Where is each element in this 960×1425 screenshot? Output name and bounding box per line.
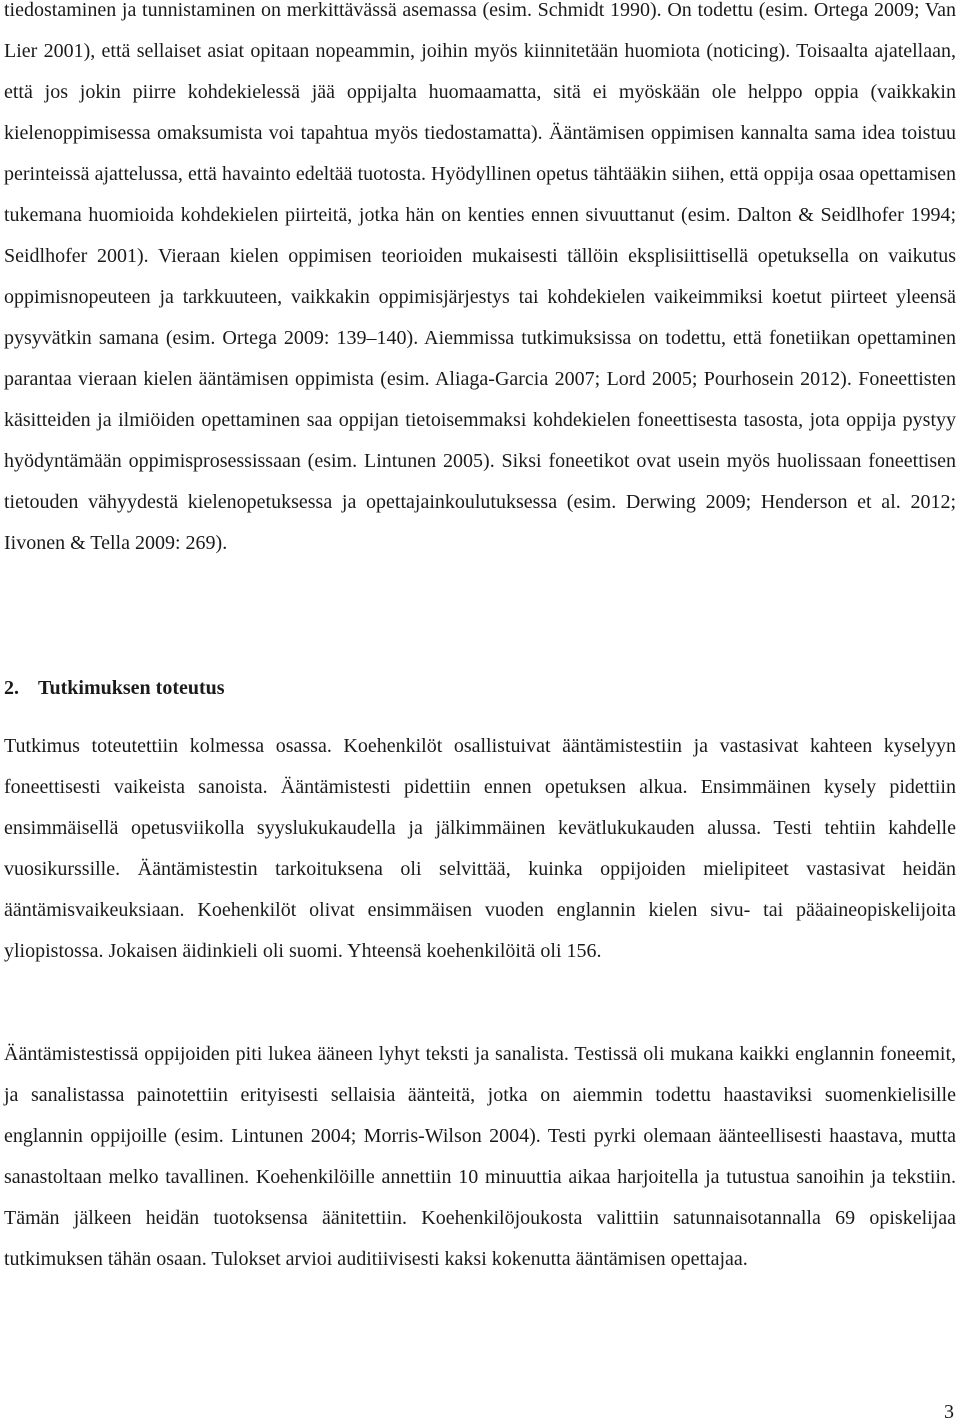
section-heading bbox=[4, 670, 225, 706]
section-number: 2. bbox=[4, 677, 19, 699]
body-paragraph-3: Ääntämistestissä oppijoiden piti lukea ääneen lyhyt teksti ja sanalista. Testissä oli mukana kaikki englannin foneemit, ja sanalistassa painotettiin erityisesti sellaisia äänteitä, jotka on aiemmin todettu haastaviksi suomenkielisille englannin oppijoille (esim. Lintunen 2004; Morris-Wilson 2004). Testi pyrki olemaan äänteellisesti haastava, mutta sanastoltaan melko tavallinen. Koehenkilöille annettiin 10 minuuttia aikaa harjoitella ja tutustua sanoihin ja tekstiin. Tämän jälkeen heidän tuotoksensa äänitettiin. Koehenkilöjoukosta valittiin satunnaisotannalla 69 opiskelijaa tutkimuksen tähän osaan. Tulokset arvioi auditiivisesti kaksi kokenutta ääntämisen opettajaa. bbox=[4, 1043, 956, 1270]
body-paragraph-1: tiedostaminen ja tunnistaminen on merkittävässä asemassa (esim. Schmidt 1990). On todettu (esim. Ortega 2009; Van Lier 2001), että sellaiset asiat opitaan nopeammin, joihin myös kiinnitetään huomiota (noticing). Toisaalta ajatellaan, että jos jokin piirre kohdekielessä jää oppijalta huomaamatta, sitä ei myöskään ole helppo oppia (vaikkakin kielenoppimisessa omaksumista voi tapahtua myös tiedostamatta). Ääntämisen oppimisen kannalta sama idea toistuu perinteissä ajattelussa, että havainto edeltää tuotosta. Hyödyllinen opetus tähtääkin siihen, että oppija osaa opettamisen tukemana huomioida kohdekielen piirteitä, jotka hän on kenties ennen sivuuttanut (esim. Dalton & Seidlhofer 1994; Seidlhofer 2001). Vieraan kielen oppimisen teorioiden mukaisesti tällöin eksplisiittisellä opetuksella on vaikutus oppimisnopeuteen ja tarkkuuteen, vaikkakin oppimisjärjestys tai kohdekielen vaikeimmiksi koetut piirteet yleensä pysyvätkin samana (esim. Ortega 2009: 139–140). Aiemmissa tutkimuksissa on todettu, että fonetiikan opettaminen parantaa vieraan kielen ääntämisen oppimista (esim. Aliaga-Garcia 2007; Lord 2005; Pourhosein 2012). Foneettisten käsitteiden ja ilmiöiden opettaminen saa oppijan tietoisemmaksi kohdekielen foneettisesta tasosta, jota oppija pystyy hyödyntämään oppimisprosessissaan (esim. Lintunen 2005). Siksi foneetikot ovat usein myös huolissaan foneettisen tietouden vähyydestä kielenopetuksessa ja opettajainkoulutuksessa (esim. Derwing 2009; Henderson et al. 2012; Iivonen & Tella 2009: 269). bbox=[4, 0, 956, 554]
body-paragraph-2: Tutkimus toteutettiin kolmessa osassa. Koehenkilöt osallistuivat ääntämistestiin ja vastasivat kahteen kyselyyn foneettisesti vaikeista sanoista. Ääntämistesti pidettiin ennen opetuksen alkua. Ensimmäinen kysely pidettiin ensimmäisellä opetusviikolla syyslukukaudella ja jälkimmäinen kevätlukukauden alussa. Testi tehtiin kahdelle vuosikurssille. Ääntämistestin tarkoituksena oli selvittää, kuinka oppijoiden mielipiteet vastasivat heidän ääntämisvaikeuksiaan. Koehenkilöt olivat ensimmäisen vuoden englannin kielen sivu- tai pääaineopiskelijoita yliopistossa. Jokaisen äidinkieli oli suomi. Yhteensä koehenkilöitä oli 156. bbox=[4, 735, 956, 962]
section-title: Tutkimuksen toteutus bbox=[38, 677, 225, 699]
page-number: 3 bbox=[944, 1401, 954, 1423]
